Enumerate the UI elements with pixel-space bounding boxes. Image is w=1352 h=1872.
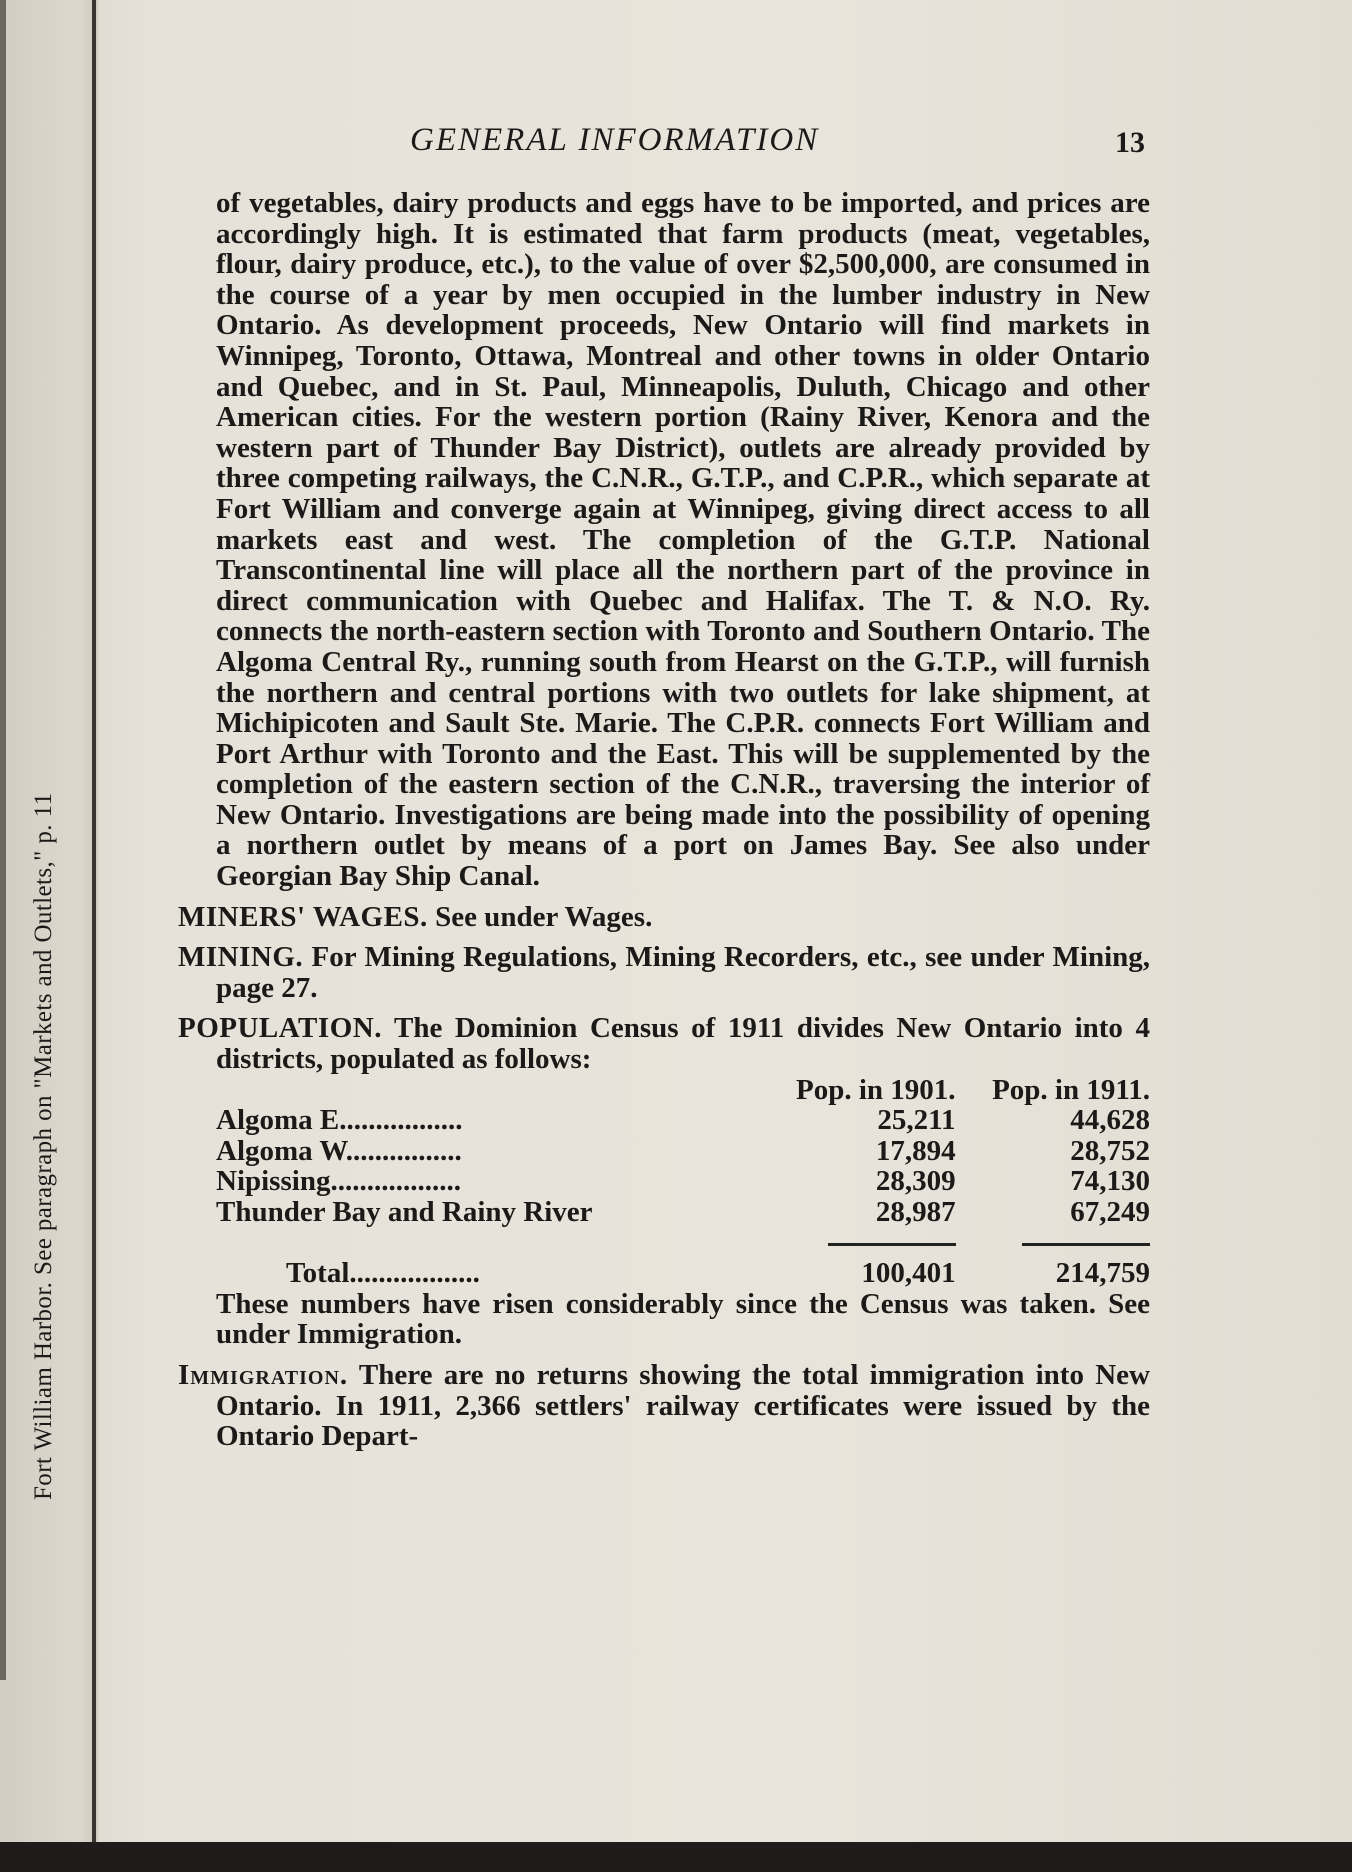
table-row [216,1166,1150,1197]
entry-miners-wages [178,902,1150,933]
table-row [216,1105,1150,1136]
sum-rule-blank [216,1228,761,1259]
page-header [215,122,1145,162]
pop-1911: 44,628 [1070,1104,1150,1137]
pop-1901: 28,309 [875,1165,956,1198]
entry-text: The Dominion Census of 1911 divides New Ontario into 4 districts, populated as follows: [216,1012,1150,1076]
total-row [216,1258,1150,1289]
entry-text: For Mining Regulations, Mining Recorders, etc., see under Mining, page 27. [216,941,1151,1004]
table-header-blank [216,1075,761,1106]
pop-1901: 17,894 [875,1134,956,1167]
district-name: Algoma E................. [216,1104,463,1137]
side-caption: Fort William Harbor. See paragraph on "Markets and Outlets," p. 11 [30,792,57,1500]
running-head: GENERAL INFORMATION [410,122,820,158]
entry-immigration [178,1360,1150,1452]
entry-population [178,1013,1150,1074]
intro-paragraph: of vegetables, dairy products and eggs have to be imported, and prices are accordingly high. It is estimated that farm products (meat, vegetables, flour, dairy produce, etc.), to the value of over $2,500,000, are consumed in the course of a year by men occupied in the lumber industry in New Ontario. As development proceeds, New Ontario will find markets in Winnipeg, Toronto, Ottawa, Montreal and other towns in older Ontario and Quebec, and in St. Paul, Minneapolis, Duluth, Chicago and other American cities. For the western portion (Rainy River, Kenora and the western part of Thunder Bay District), outlets are already provided by three competing railways, the C.N.R., G.T.P., and C.P.R., which separate at Fort William and converge again at Winnipeg, giving direct access to all markets east and west. The completion of the G.T.P. National Transcontinental line will place all the northern part of the province in direct communication with Quebec and Halifax. The T. & N.O. Ry. connects the north-eastern section with Toronto and Southern Ontario. The Algoma Central Ry., running south from Hearst on the G.T.P., will furnish the northern and central portions with two outlets for lake shipment, at Michipicoten and Sault Ste. Marie. The C.P.R. connects Fort William and Port Arthur with Toronto and the East. This will be supplemented by the completion of the eastern section of the C.N.R., traversing the interior of New Ontario. Investigations are being made into the possibility of opening a northern outlet by means of a port on James Bay. See also under Georgian Bay Ship Canal. [216,187,1150,893]
entry-mining [178,942,1150,1003]
district-name: Algoma W................ [216,1134,462,1167]
total-1911: 214,759 [1055,1257,1150,1290]
population-table [216,1075,1150,1289]
page-body [178,188,1150,1452]
entry-heading: MINERS' WAGES. [178,900,428,933]
table-row [216,1197,1150,1228]
scan-bottom-edge [0,1842,1352,1872]
district-name: Nipissing.................. [216,1165,461,1198]
sum-rule-1911 [956,1228,1150,1259]
entry-heading: Immigration. [178,1358,349,1391]
entry-text: See under Wages. [435,900,653,933]
after-table-note: These numbers have risen considerably since the Census was taken. See under Immigration. [216,1287,1150,1351]
entry-heading: MINING. [178,941,304,974]
sum-rule [828,1243,956,1246]
page-number: 13 [1115,126,1145,159]
table-header-row [216,1075,1150,1106]
entry-heading: POPULATION. [178,1012,382,1045]
pop-1901: 25,211 [877,1104,956,1137]
sum-rule-1901 [761,1228,955,1259]
pop-1901: 28,987 [875,1196,956,1228]
pop-1911: 67,249 [1070,1196,1150,1228]
column-header-1911: Pop. in 1911. [992,1073,1150,1106]
table-row [216,1136,1150,1167]
entry-text: There are no returns showing the total immigration into New Ontario. In 1911, 2,366 settlers' railway certificates were issued by the Ontario Depart- [216,1358,1150,1453]
pop-1911: 28,752 [1070,1134,1150,1167]
total-label: Total.................. [286,1257,480,1290]
sum-rule-row [216,1228,1150,1259]
pop-1911: 74,130 [1070,1165,1150,1198]
gutter-edge [0,0,6,1680]
column-header-1901: Pop. in 1901. [796,1073,956,1106]
district-name: Thunder Bay and Rainy River [216,1196,593,1228]
binding-gutter [0,0,98,1850]
sum-rule [1022,1243,1150,1246]
total-1901: 100,401 [861,1257,956,1290]
gutter-rule [92,0,96,1850]
